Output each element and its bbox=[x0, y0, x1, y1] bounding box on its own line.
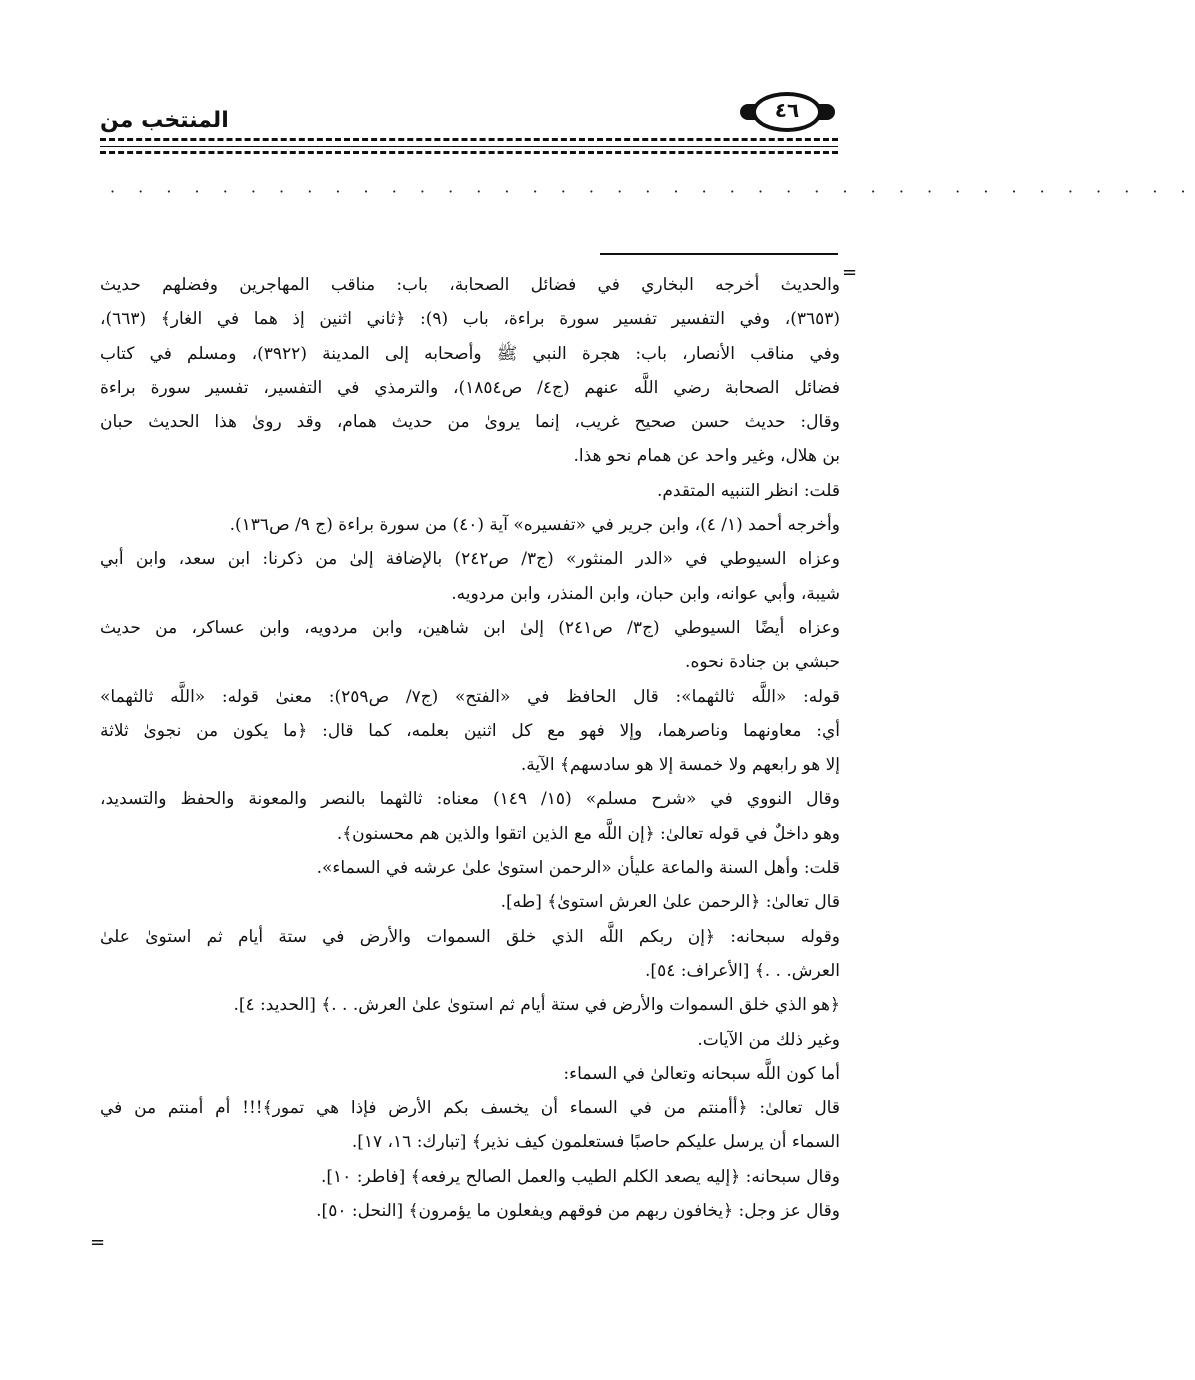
text-line: قال تعالىٰ: ﴿الرحمن علىٰ العرش استوىٰ﴾ [طه]. bbox=[500, 892, 840, 913]
text-line: وقال النووي في «شرح مسلم» (١٥/ ١٤٩) معناه: ثالثهما بالنصر والمعونة والحفظ والتسديد، bbox=[100, 789, 841, 810]
text-line: وأخرجه أحمد (١/ ٤)، وابن جرير في «تفسيره» آية (٤٠) من سورة براءة (ج ٩/ ص١٣٦). bbox=[229, 515, 840, 536]
text-line: وعزاه أيضًا السيوطي (ج٣/ ص٢٤١) إلىٰ ابن شاهين، وابن مردويه، وابن عساكر، من حديث bbox=[100, 617, 840, 638]
text-line: فضائل الصحابة رضي اللَّه عنهم (ج٤/ ص١٨٥٤)، والترمذي في التفسير، تفسير سورة براءة bbox=[100, 377, 841, 398]
text-line: ﴿هو الذي خلق السموات والأرض في ستة أيام ثم استوىٰ علىٰ العرش. . .﴾ [الحديد: ٤]. bbox=[233, 995, 840, 1016]
text-line: وقوله سبحانه: ﴿إن ربكم اللَّه الذي خلق السموات والأرض في ستة أيام ثم استوىٰ علىٰ bbox=[100, 926, 840, 947]
header-dashed-rule bbox=[100, 138, 838, 141]
text-line: وقال سبحانه: ﴿إليه يصعد الكلم الطيب والعمل الصالح يرفعه﴾ [فاطر: ١٠]. bbox=[320, 1166, 840, 1187]
text-line: وقال عز وجل: ﴿يخافون ربهم من فوقهم ويفعلون ما يؤمرون﴾ [النحل: ٥٠]. bbox=[316, 1201, 840, 1222]
text-line: إلا هو رابعهم ولا خمسة إلا هو سادسهم﴾ الآية. bbox=[520, 755, 840, 776]
footnote-text bbox=[100, 268, 840, 1228]
text-line: وفي مناقب الأنصار، باب: هجرة النبي ﷺ وأصحابه إلى المدينة (٣٩٢٢)، ومسلم في كتاب bbox=[100, 343, 841, 364]
text-line: شيبة، وأبي عوانه، وابن حبان، وابن المنذر، وابن مردويه. bbox=[451, 583, 840, 604]
text-line: (٣٦٥٣)، وفي التفسير تفسير سورة براءة، باب (٩): ﴿ثاني اثنين إذ هما في الغار﴾ (٦٦٣)، bbox=[100, 309, 840, 330]
page-number: ٤٦ bbox=[774, 98, 800, 122]
text-line: أما كون اللَّه سبحانه وتعالىٰ في السماء: bbox=[563, 1063, 840, 1084]
text-line: والحديث أخرجه البخاري في فضائل الصحابة، باب: مناقب المهاجرين وفضلهم حديث bbox=[100, 275, 840, 295]
text-line: أي: معاونهما وناصرهما، وإلا فهو مع كل اثنين بعلمه، كما قال: ﴿ما يكون من نجوىٰ ثلاثة bbox=[100, 720, 840, 741]
running-title: المنتخب من bbox=[100, 108, 229, 133]
continuation-mark-bottom: = bbox=[90, 1232, 106, 1253]
text-line: قلت: انظر التنبيه المتقدم. bbox=[656, 480, 840, 501]
footnote-rule bbox=[600, 253, 838, 255]
continuation-mark-top: = bbox=[842, 262, 858, 283]
text-line: وقال: حديث حسن صحيح غريب، إنما يروىٰ من حديث همام، وقد روىٰ هذا الحديث حبان bbox=[100, 412, 840, 433]
text-line: قال تعالىٰ: ﴿أأمنتم من في السماء أن يخسف بكم الأرض فإذا هي تمور﴾!!! أم أمنتم من في bbox=[100, 1098, 840, 1119]
text-line: العرش. . .﴾ [الأعراف: ٥٤]. bbox=[645, 960, 840, 981]
header-dashed-rule-lower bbox=[100, 151, 838, 154]
text-line: حبشي بن جنادة نحوه. bbox=[685, 652, 840, 673]
text-line: وغير ذلك من الآيات. bbox=[697, 1029, 840, 1050]
text-line: قوله: «اللَّه ثالثهما»: قال الحافظ في «الفتح» (ج٧/ ص٢٥٩): معنىٰ قوله: «اللَّه ثالثهما» bbox=[100, 686, 840, 707]
page-number-badge bbox=[740, 92, 835, 134]
text-line: بن هلال، وغير واحد عن همام نحو هذا. bbox=[573, 446, 840, 467]
text-line: السماء أن يرسل عليكم حاصبًا فستعلمون كيف نذير﴾ [تبارك: ١٦، ١٧]. bbox=[351, 1132, 840, 1153]
header-thin-rule bbox=[100, 146, 838, 147]
text-line: وعزاه السيوطي في «الدر المنثور» (ج٣/ ص٢٤٢) بالإضافة إلىٰ من ذكرنا: ابن سعد، وابن أبي bbox=[100, 549, 840, 570]
dotted-separator: · · · · · · · · · · · · · · · · · · · · · · · · · · · · · · · · · · · · · · · bbox=[110, 182, 1195, 201]
text-line: قلت: وأهل السنة والماعة عليأن «الرحمن استوىٰ علىٰ عرشه في السماء». bbox=[316, 858, 840, 879]
text-line: وهو داخلٌ في قوله تعالىٰ: ﴿إن اللَّه مع الذين اتقوا والذين هم محسنون﴾. bbox=[336, 823, 840, 844]
